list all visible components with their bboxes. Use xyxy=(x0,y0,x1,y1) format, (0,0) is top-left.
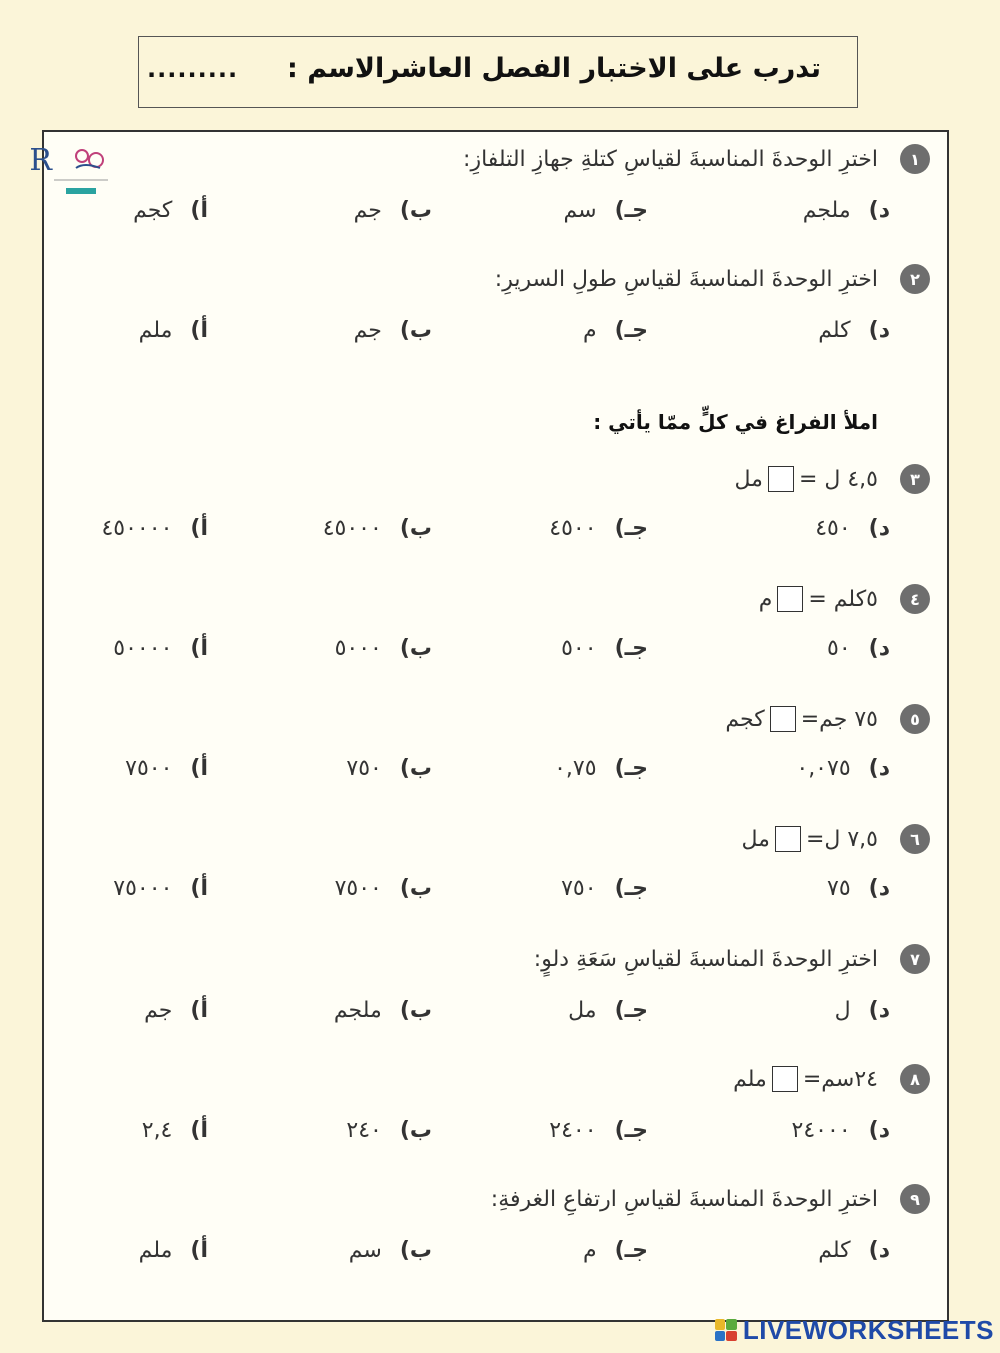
question-3-option-1[interactable] xyxy=(101,516,208,541)
question-2-option-1[interactable] xyxy=(139,318,208,343)
question-9-option-1[interactable] xyxy=(139,1238,208,1263)
option-letter: ب) xyxy=(399,998,432,1023)
option-letter: ب) xyxy=(399,636,432,661)
question-unit: ملم xyxy=(733,1066,767,1092)
question-9-option-4[interactable] xyxy=(818,1238,890,1263)
option-letter: د) xyxy=(868,198,890,223)
question-unit: مل xyxy=(741,826,770,852)
question-2-option-4[interactable] xyxy=(818,318,890,343)
question-number-2: ٢ xyxy=(900,264,930,294)
liveworksheets-logo-icon xyxy=(715,1319,737,1341)
option-letter: د) xyxy=(868,756,890,781)
option-value: ٧٥ xyxy=(827,876,851,901)
question-text: ٤,٥ ل = xyxy=(798,466,878,492)
question-6 xyxy=(741,822,878,856)
question-2-option-3[interactable] xyxy=(583,318,648,343)
option-value: ملجم xyxy=(333,998,382,1023)
option-value: جم xyxy=(353,318,382,343)
option-letter: ب) xyxy=(399,318,432,343)
option-letter: د) xyxy=(868,516,890,541)
question-4-option-4[interactable] xyxy=(827,636,890,661)
question-3 xyxy=(735,462,879,496)
option-letter: ب) xyxy=(399,756,432,781)
question-text: ٧٥ جم= xyxy=(800,706,878,732)
option-value: ٤٥٠٠٠ xyxy=(322,516,382,541)
question-4-option-3[interactable] xyxy=(561,636,648,661)
option-letter: د) xyxy=(868,318,890,343)
question-7 xyxy=(534,942,878,976)
question-3-option-4[interactable] xyxy=(815,516,890,541)
name-label: الاسم : xyxy=(287,53,385,84)
question-number-7: ٧ xyxy=(900,944,930,974)
question-number-9: ٩ xyxy=(900,1184,930,1214)
question-6-option-1[interactable] xyxy=(113,876,208,901)
option-letter: جـ) xyxy=(614,756,648,781)
question-1 xyxy=(463,142,878,176)
option-value: م xyxy=(582,318,597,343)
option-letter: أ) xyxy=(190,198,208,223)
option-letter: ب) xyxy=(399,1118,432,1143)
option-value: ٢٤٠٠٠ xyxy=(791,1118,851,1143)
option-value: ٢٤٠٠ xyxy=(549,1118,597,1143)
option-letter: ب) xyxy=(399,198,432,223)
option-value: ٧٥٠٠٠ xyxy=(113,876,173,901)
option-value: ٥٠ xyxy=(827,636,851,661)
option-value: ٠,٠٧٥ xyxy=(796,756,851,781)
option-value: ملجم xyxy=(802,198,851,223)
option-letter: جـ) xyxy=(614,636,648,661)
option-letter: جـ) xyxy=(614,1118,648,1143)
fill-blank-section-title: املأ الفراغ في كلٍّ ممّا يأتي : xyxy=(593,410,878,434)
option-value: كلم xyxy=(818,318,851,343)
option-letter: ب) xyxy=(399,1238,432,1263)
question-5-option-2[interactable] xyxy=(346,756,432,781)
option-value: مل xyxy=(568,998,597,1023)
question-number-8: ٨ xyxy=(900,1064,930,1094)
option-letter: أ) xyxy=(190,1238,208,1263)
question-8-option-3[interactable] xyxy=(549,1118,648,1143)
option-value: ملم xyxy=(138,1238,173,1263)
option-letter: ب) xyxy=(399,876,432,901)
option-value: ٧٥٠ xyxy=(346,756,382,781)
worksheet-header xyxy=(138,36,858,108)
option-value: ٧٥٠٠ xyxy=(334,876,382,901)
question-text: ٥كلم = xyxy=(808,586,878,612)
option-letter: د) xyxy=(868,1238,890,1263)
option-letter: أ) xyxy=(190,998,208,1023)
question-1-option-3[interactable] xyxy=(563,198,648,223)
question-1-option-4[interactable] xyxy=(803,198,890,223)
option-value: سم xyxy=(348,1238,382,1263)
answer-blank-box[interactable] xyxy=(775,826,801,852)
option-letter: أ) xyxy=(190,876,208,901)
worksheet-title: تدرب على الاختبار الفصل العاشر xyxy=(384,53,821,84)
question-8-option-4[interactable] xyxy=(792,1118,890,1143)
question-6-option-3[interactable] xyxy=(561,876,648,901)
question-unit: مل xyxy=(734,466,763,492)
answer-blank-box[interactable] xyxy=(768,466,794,492)
option-value: جم xyxy=(144,998,173,1023)
option-letter: جـ) xyxy=(614,1238,648,1263)
option-value: م xyxy=(582,1238,597,1263)
option-value: ٥٠٠ xyxy=(561,636,597,661)
option-value: ٧٥٠ xyxy=(561,876,597,901)
question-text: ٧,٥ ل= xyxy=(805,826,878,852)
question-9 xyxy=(491,1182,878,1216)
option-letter: د) xyxy=(868,876,890,901)
option-letter: جـ) xyxy=(614,318,648,343)
option-letter: د) xyxy=(868,1118,890,1143)
option-value: ٧٥٠٠ xyxy=(125,756,173,781)
question-text: اخترِ الوحدةَ المناسبةَ لقياسِ ارتفاعِ الغرفةِ: xyxy=(490,1186,878,1212)
question-7-option-3[interactable] xyxy=(568,998,648,1023)
question-6-option-2[interactable] xyxy=(335,876,432,901)
question-8 xyxy=(733,1062,878,1096)
question-5 xyxy=(725,702,878,736)
option-letter: ب) xyxy=(399,516,432,541)
question-9-option-3[interactable] xyxy=(583,1238,648,1263)
question-9-option-2[interactable] xyxy=(349,1238,432,1263)
option-letter: جـ) xyxy=(614,998,648,1023)
option-letter: أ) xyxy=(190,636,208,661)
question-4-option-1[interactable] xyxy=(113,636,208,661)
question-6-option-4[interactable] xyxy=(827,876,890,901)
option-value: جم xyxy=(353,198,382,223)
option-letter: أ) xyxy=(190,318,208,343)
option-value: ٢٤٠ xyxy=(346,1118,382,1143)
option-value: سم xyxy=(563,198,597,223)
question-number-6: ٦ xyxy=(900,824,930,854)
option-value: ٤٥٠٠ xyxy=(549,516,597,541)
question-7-option-2[interactable] xyxy=(334,998,432,1023)
question-5-option-4[interactable] xyxy=(796,756,890,781)
question-number-4: ٤ xyxy=(900,584,930,614)
option-letter: جـ) xyxy=(614,876,648,901)
question-number-5: ٥ xyxy=(900,704,930,734)
question-8-option-2[interactable] xyxy=(346,1118,432,1143)
question-unit: م xyxy=(758,586,773,612)
liveworksheets-footer xyxy=(715,1314,994,1345)
question-number-1: ١ xyxy=(900,144,930,174)
question-unit: كجم xyxy=(725,706,765,732)
option-letter: أ) xyxy=(190,1118,208,1143)
question-2 xyxy=(495,262,878,296)
question-8-option-1[interactable] xyxy=(142,1118,208,1143)
answer-blank-box[interactable] xyxy=(770,706,796,732)
option-letter: د) xyxy=(868,998,890,1023)
option-value: ٥٠٠٠٠ xyxy=(113,636,173,661)
option-value: ٤٥٠ xyxy=(815,516,851,541)
school-logo-icon xyxy=(29,140,114,198)
option-letter: جـ) xyxy=(614,198,648,223)
option-letter: جـ) xyxy=(614,516,648,541)
question-text: اخترِ الوحدةَ المناسبةَ لقياسِ طولِ السريرِ: xyxy=(494,266,878,292)
question-1-option-2[interactable] xyxy=(354,198,432,223)
question-2-option-2[interactable] xyxy=(354,318,432,343)
option-letter: أ) xyxy=(190,756,208,781)
liveworksheets-brand: LIVEWORKSHEETS xyxy=(742,1314,994,1345)
question-text: اخترِ الوحدةَ المناسبةَ لقياسِ سَعَةِ دلوٍ: xyxy=(533,946,878,972)
option-value: ل xyxy=(834,998,851,1023)
option-letter: د) xyxy=(868,636,890,661)
option-value: ٢,٤ xyxy=(141,1118,173,1143)
option-value: ٠,٧٥ xyxy=(554,756,597,781)
question-4-option-2[interactable] xyxy=(335,636,432,661)
name-field[interactable]: ......... xyxy=(147,55,239,83)
option-value: ٤٥٠٠٠٠ xyxy=(101,516,173,541)
question-1-option-1[interactable] xyxy=(133,198,208,223)
question-7-option-1[interactable] xyxy=(144,998,208,1023)
option-value: كلم xyxy=(818,1238,851,1263)
option-value: ٥٠٠٠ xyxy=(334,636,382,661)
option-letter: أ) xyxy=(190,516,208,541)
question-4 xyxy=(759,582,878,616)
svg-text:R: R xyxy=(29,143,52,178)
option-value: ملم xyxy=(138,318,173,343)
question-number-3: ٣ xyxy=(900,464,930,494)
question-text: اخترِ الوحدةَ المناسبةَ لقياسِ كتلةِ جهازِ التلفازِ: xyxy=(463,146,878,172)
option-value: كجم xyxy=(133,198,173,223)
question-5-option-1[interactable] xyxy=(125,756,208,781)
question-7-option-4[interactable] xyxy=(835,998,890,1023)
answer-blank-box[interactable] xyxy=(777,586,803,612)
question-text: ٢٤سم= xyxy=(802,1066,878,1092)
question-3-option-2[interactable] xyxy=(323,516,432,541)
answer-blank-box[interactable] xyxy=(772,1066,798,1092)
question-5-option-3[interactable] xyxy=(554,756,648,781)
question-3-option-3[interactable] xyxy=(549,516,648,541)
